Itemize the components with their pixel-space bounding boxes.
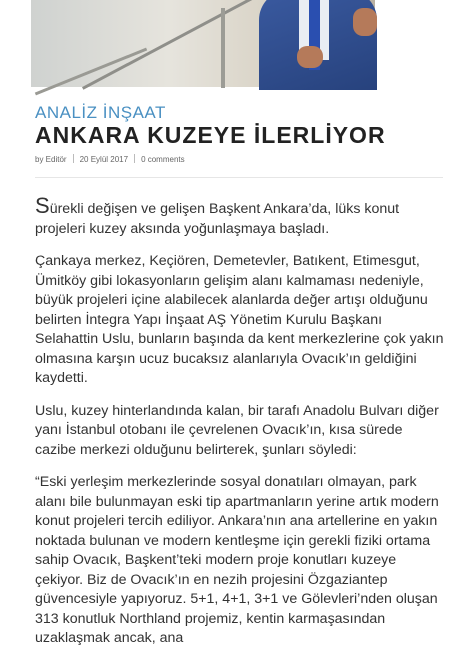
drop-cap: S <box>35 193 50 218</box>
meta-divider <box>134 154 135 163</box>
body-paragraph: Çankaya merkez, Keçiören, Demetevler, Batıkent, Etimesgut, Ümitköy gibi lokasyonların gelişim alanı kalmaması nedeniyle, büyük projeleri içine alabilecek alanlarda değer artışı olduğunu belirten İntegra Yapı İnşaat AŞ Yönetim Kurulu Başkanı Selahattin Uslu, bunların başında da kent merkezlerine çok yakın olmasına karşın ucuz bucaksız alanlarıyla Ovacık’ın geldiğini kaydetti. <box>35 253 444 386</box>
article-body <box>35 193 447 662</box>
body-paragraph: Uslu, kuzey hinterlandında kalan, bir tarafı Anadolu Bulvarı diğer yanı İstanbul otobanı ile çevrelenen Ovacık’ın, kısa sürede cazibe merkezi olduğunu belirterek, şunları söyledi: <box>35 402 439 458</box>
lead-paragraph <box>35 193 447 239</box>
comments-link[interactable]: 0 comments <box>141 155 185 164</box>
meta-divider <box>73 154 74 163</box>
article-title: ANKARA KUZEYE İLERLİYOR <box>35 122 386 148</box>
body-paragraph: “Eski yerleşim merkezlerinde sosyal donatıları olmayan, park alanı bile bulunmayan eski tip apartmanların yerine artık modern konut projeleri tercih ediliyor. Ankara’nın ana artellerine en yakın noktada bulunan ve modern kentleşme için gerekli fiziki ortama sahip Ovacık, Başkent’teki modern proje konutları kuzeye çekiyor. Biz de Ovacık’ın en nezih projesini Özgaziantep güvencesiyle yapıyoruz. 5+1, 4+1, 3+1 ve Gölevleri’nden oluşan 313 konutluk Northland projemiz, kentin karmaşasından uzaklaşmak ancak, ana <box>35 474 439 646</box>
article-meta <box>35 154 185 164</box>
publish-date: 20 Eylül 2017 <box>79 155 129 164</box>
lead-text: ürekli değişen ve gelişen Başkent Ankara’da, lüks konut projeleri kuzey aksında yoğunlaşmaya başladı. <box>35 201 400 237</box>
article-hero-photo <box>31 0 375 87</box>
header-divider <box>35 177 443 178</box>
article-category[interactable]: ANALİZ İNŞAAT <box>35 103 166 122</box>
author-link[interactable]: by Editör <box>35 155 67 164</box>
